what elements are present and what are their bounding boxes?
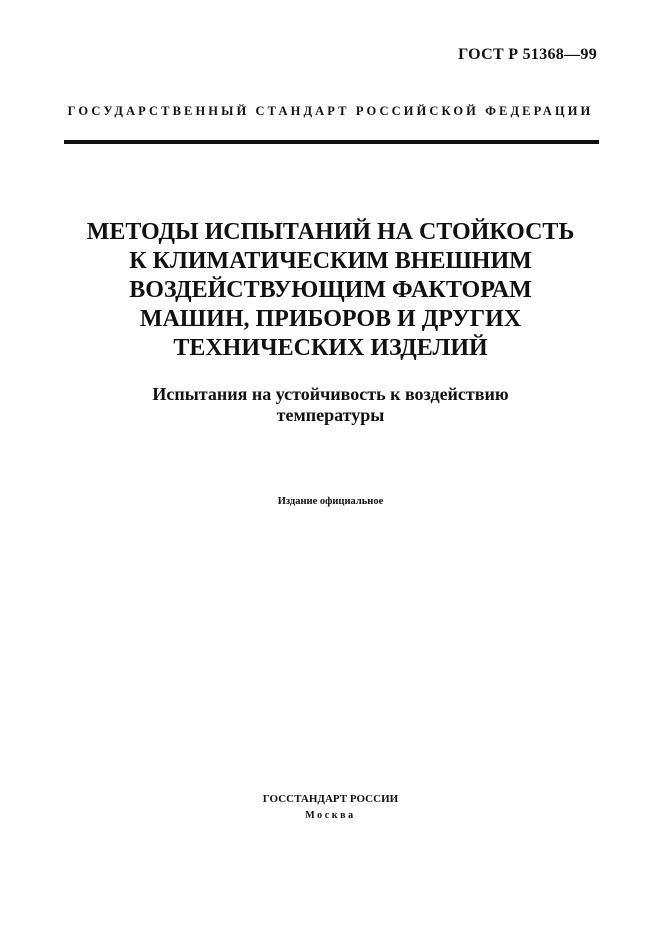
subtitle-line: температуры: [276, 405, 385, 425]
document-number: ГОСТ Р 51368—99: [458, 46, 597, 63]
title-line: МЕТОДЫ ИСПЫТАНИЙ НА СТОЙКОСТЬ: [86, 219, 575, 245]
publication-city: Москва: [305, 810, 356, 821]
title-line: К КЛИМАТИЧЕСКИМ ВНЕШНИМ: [129, 248, 532, 274]
header-divider: [64, 140, 599, 144]
subtitle-line: Испытания на устойчивость к воздействию: [152, 384, 509, 404]
title-line: ТЕХНИЧЕСКИХ ИЗДЕЛИЙ: [173, 335, 488, 361]
title-line: ВОЗДЕЙСТВУЮЩИМ ФАКТОРАМ: [129, 277, 532, 303]
document-subtitle: [60, 384, 601, 426]
title-line: МАШИН, ПРИБОРОВ И ДРУГИХ: [139, 306, 522, 332]
document-title: [40, 218, 621, 363]
edition-note: Издание официальное: [277, 496, 384, 507]
issuing-authority: ГОСУДАРСТВЕННЫЙ СТАНДАРТ РОССИЙСКОЙ ФЕДЕРАЦИИ: [67, 104, 594, 118]
publisher: ГОССТАНДАРТ РОССИИ: [262, 793, 399, 805]
